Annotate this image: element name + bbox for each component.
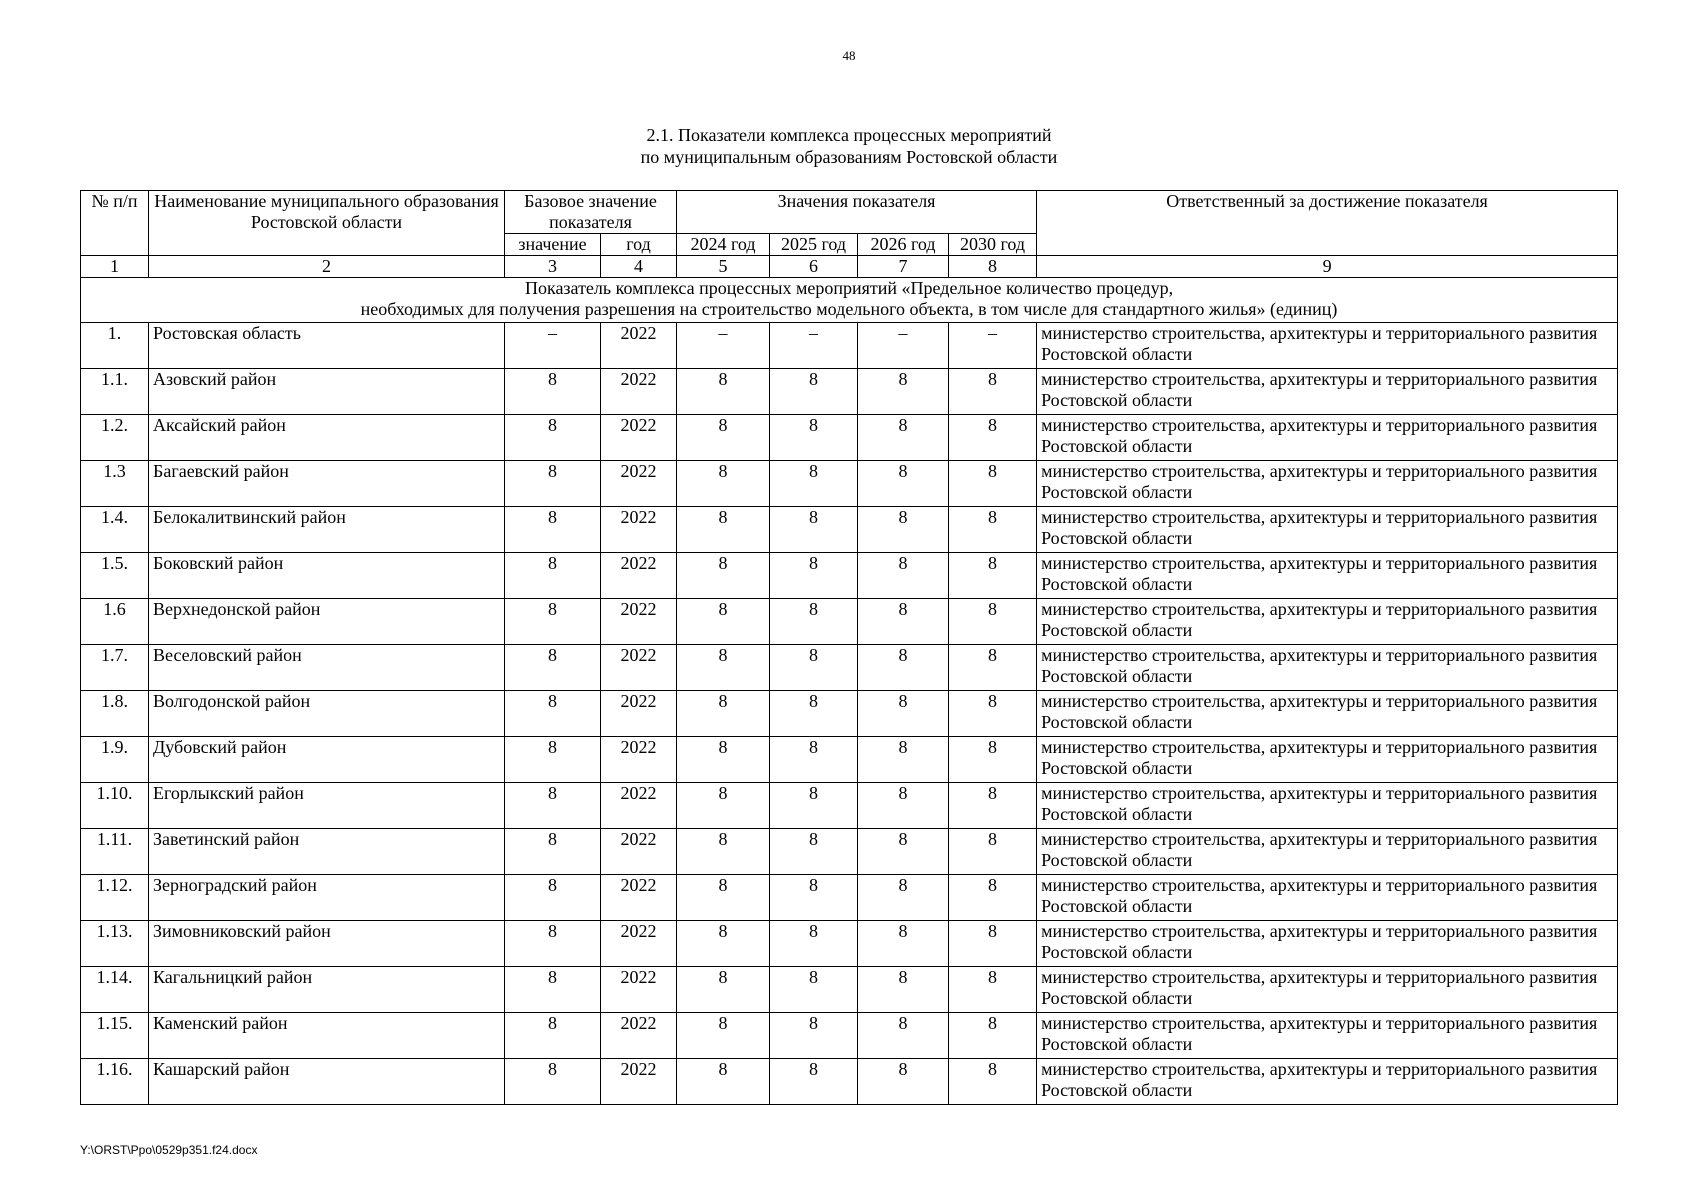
row-2026: 8	[858, 507, 949, 553]
row-num: 1.4.	[81, 507, 149, 553]
row-base-year: 2022	[601, 599, 677, 645]
row-2026: 8	[858, 645, 949, 691]
row-base-value: 8	[505, 599, 601, 645]
row-2025: 8	[770, 875, 858, 921]
col-number: 4	[601, 256, 677, 278]
row-base-year: 2022	[601, 415, 677, 461]
row-2030: 8	[949, 1059, 1037, 1105]
header-name: Наименование муниципального образования Ростовской области	[149, 191, 505, 256]
col-number: 7	[858, 256, 949, 278]
table-row	[81, 691, 1618, 737]
row-base-year: 2022	[601, 829, 677, 875]
row-2030: 8	[949, 737, 1037, 783]
row-2026: 8	[858, 829, 949, 875]
row-2026: –	[858, 323, 949, 369]
table-row	[81, 369, 1618, 415]
row-base-year: 2022	[601, 553, 677, 599]
section-row	[81, 278, 1618, 323]
table-row	[81, 1013, 1618, 1059]
row-2024: 8	[677, 829, 770, 875]
row-base-year: 2022	[601, 967, 677, 1013]
row-base-year: 2022	[601, 875, 677, 921]
table-row	[81, 967, 1618, 1013]
row-responsible: министерство строительства, архитектуры и территориального развития Ростовской области	[1037, 507, 1618, 553]
row-base-year: 2022	[601, 691, 677, 737]
row-num: 1.15.	[81, 1013, 149, 1059]
row-2024: 8	[677, 737, 770, 783]
row-base-value: 8	[505, 1059, 601, 1105]
row-2030: 8	[949, 875, 1037, 921]
row-name: Зимовниковский район	[149, 921, 505, 967]
row-2030: 8	[949, 921, 1037, 967]
row-2030: –	[949, 323, 1037, 369]
row-base-year: 2022	[601, 507, 677, 553]
row-responsible: министерство строительства, архитектуры и территориального развития Ростовской области	[1037, 829, 1618, 875]
table-row	[81, 415, 1618, 461]
header-row-1	[81, 191, 1618, 234]
row-name: Каменский район	[149, 1013, 505, 1059]
row-num: 1.10.	[81, 783, 149, 829]
row-2030: 8	[949, 783, 1037, 829]
row-name: Дубовский район	[149, 737, 505, 783]
row-2030: 8	[949, 691, 1037, 737]
row-base-year: 2022	[601, 737, 677, 783]
row-2025: 8	[770, 921, 858, 967]
row-name: Ростовская область	[149, 323, 505, 369]
row-2025: 8	[770, 829, 858, 875]
row-base-value: 8	[505, 1013, 601, 1059]
header-base-year: год	[601, 234, 677, 256]
table-row	[81, 323, 1618, 369]
row-2026: 8	[858, 1013, 949, 1059]
row-2024: 8	[677, 1013, 770, 1059]
row-2026: 8	[858, 599, 949, 645]
row-2025: 8	[770, 691, 858, 737]
row-name: Егорлыкский район	[149, 783, 505, 829]
row-2030: 8	[949, 645, 1037, 691]
header-base: Базовое значение показателя	[505, 191, 677, 234]
row-2024: 8	[677, 921, 770, 967]
row-base-year: 2022	[601, 323, 677, 369]
row-base-value: 8	[505, 461, 601, 507]
row-responsible: министерство строительства, архитектуры и территориального развития Ростовской области	[1037, 921, 1618, 967]
row-2030: 8	[949, 1013, 1037, 1059]
row-name: Зерноградский район	[149, 875, 505, 921]
section-title-line-2: необходимых для получения разрешения на строительство модельного объекта, в том числе для стандартного жилья» (единиц)	[360, 299, 1338, 319]
indicators-table	[80, 190, 1618, 1105]
row-2026: 8	[858, 691, 949, 737]
row-base-value: 8	[505, 369, 601, 415]
row-num: 1.7.	[81, 645, 149, 691]
file-path-footer: Y:\ORST\Ppo\0529p351.f24.docx	[80, 1143, 258, 1157]
row-base-value: 8	[505, 553, 601, 599]
row-base-year: 2022	[601, 369, 677, 415]
row-responsible: министерство строительства, архитектуры и территориального развития Ростовской области	[1037, 967, 1618, 1013]
row-num: 1.1.	[81, 369, 149, 415]
row-responsible: министерство строительства, архитектуры и территориального развития Ростовской области	[1037, 1059, 1618, 1105]
row-2026: 8	[858, 1059, 949, 1105]
row-num: 1.6	[81, 599, 149, 645]
row-2026: 8	[858, 875, 949, 921]
row-2024: 8	[677, 1059, 770, 1105]
row-2030: 8	[949, 967, 1037, 1013]
row-num: 1.2.	[81, 415, 149, 461]
row-name: Аксайский район	[149, 415, 505, 461]
row-2024: 8	[677, 645, 770, 691]
row-2030: 8	[949, 829, 1037, 875]
row-2025: 8	[770, 645, 858, 691]
row-num: 1.9.	[81, 737, 149, 783]
title-line-2: по муниципальным образованиям Ростовской области	[640, 147, 1058, 167]
row-2026: 8	[858, 783, 949, 829]
row-2030: 8	[949, 369, 1037, 415]
header-base-value: значение	[505, 234, 601, 256]
row-base-value: 8	[505, 645, 601, 691]
row-responsible: министерство строительства, архитектуры и территориального развития Ростовской области	[1037, 415, 1618, 461]
row-2024: 8	[677, 967, 770, 1013]
row-num: 1.11.	[81, 829, 149, 875]
header-responsible: Ответственный за достижение показателя	[1037, 191, 1618, 256]
row-responsible: министерство строительства, архитектуры и территориального развития Ростовской области	[1037, 645, 1618, 691]
col-number: 2	[149, 256, 505, 278]
row-2024: 8	[677, 461, 770, 507]
row-responsible: министерство строительства, архитектуры и территориального развития Ростовской области	[1037, 783, 1618, 829]
row-responsible: министерство строительства, архитектуры и территориального развития Ростовской области	[1037, 875, 1618, 921]
row-responsible: министерство строительства, архитектуры и территориального развития Ростовской области	[1037, 1013, 1618, 1059]
row-responsible: министерство строительства, архитектуры и территориального развития Ростовской области	[1037, 691, 1618, 737]
row-base-year: 2022	[601, 783, 677, 829]
table-row	[81, 645, 1618, 691]
row-responsible: министерство строительства, архитектуры и территориального развития Ростовской области	[1037, 553, 1618, 599]
row-name: Волгодонской район	[149, 691, 505, 737]
section-title-line-1: Показатель комплекса процессных мероприятий «Предельное количество процедур,	[524, 278, 1174, 298]
row-name: Багаевский район	[149, 461, 505, 507]
row-name: Кашарский район	[149, 1059, 505, 1105]
table-row	[81, 875, 1618, 921]
row-2026: 8	[858, 415, 949, 461]
row-responsible: министерство строительства, архитектуры и территориального развития Ростовской области	[1037, 461, 1618, 507]
row-name: Азовский район	[149, 369, 505, 415]
header-2025: 2025 год	[770, 234, 858, 256]
table-row	[81, 599, 1618, 645]
row-responsible: министерство строительства, архитектуры и территориального развития Ростовской области	[1037, 599, 1618, 645]
row-base-year: 2022	[601, 1059, 677, 1105]
row-2024: 8	[677, 415, 770, 461]
row-name: Веселовский район	[149, 645, 505, 691]
row-2025: 8	[770, 369, 858, 415]
row-num: 1.3	[81, 461, 149, 507]
header-2024: 2024 год	[677, 234, 770, 256]
row-2025: 8	[770, 783, 858, 829]
row-num: 1.8.	[81, 691, 149, 737]
row-base-value: 8	[505, 415, 601, 461]
table-row	[81, 461, 1618, 507]
row-2024: 8	[677, 783, 770, 829]
row-num: 1.12.	[81, 875, 149, 921]
table-row	[81, 737, 1618, 783]
col-number: 8	[949, 256, 1037, 278]
column-number-row	[81, 256, 1618, 278]
section-title	[81, 278, 1618, 323]
header-2030: 2030 год	[949, 234, 1037, 256]
row-responsible: министерство строительства, архитектуры и территориального развития Ростовской области	[1037, 737, 1618, 783]
row-base-year: 2022	[601, 645, 677, 691]
row-2024: –	[677, 323, 770, 369]
table-row	[81, 921, 1618, 967]
row-base-year: 2022	[601, 1013, 677, 1059]
page-number: 48	[842, 48, 856, 63]
row-num: 1.	[81, 323, 149, 369]
row-num: 1.13.	[81, 921, 149, 967]
row-2025: 8	[770, 599, 858, 645]
row-2025: 8	[770, 1013, 858, 1059]
row-2024: 8	[677, 369, 770, 415]
document-title	[0, 124, 1698, 168]
row-2030: 8	[949, 599, 1037, 645]
row-2030: 8	[949, 415, 1037, 461]
row-2024: 8	[677, 553, 770, 599]
row-2026: 8	[858, 461, 949, 507]
row-2030: 8	[949, 553, 1037, 599]
row-2025: –	[770, 323, 858, 369]
header-num: № п/п	[81, 191, 149, 256]
row-2025: 8	[770, 415, 858, 461]
table-row	[81, 553, 1618, 599]
row-base-value: –	[505, 323, 601, 369]
row-name: Заветинский район	[149, 829, 505, 875]
row-num: 1.14.	[81, 967, 149, 1013]
row-2025: 8	[770, 507, 858, 553]
col-number: 6	[770, 256, 858, 278]
row-base-value: 8	[505, 691, 601, 737]
title-line-1: 2.1. Показатели комплекса процессных мероприятий	[646, 125, 1052, 145]
row-base-value: 8	[505, 967, 601, 1013]
row-2026: 8	[858, 921, 949, 967]
row-num: 1.5.	[81, 553, 149, 599]
row-base-value: 8	[505, 783, 601, 829]
row-responsible: министерство строительства, архитектуры и территориального развития Ростовской области	[1037, 323, 1618, 369]
header-values: Значения показателя	[677, 191, 1037, 234]
table-row	[81, 829, 1618, 875]
row-name: Белокалитвинский район	[149, 507, 505, 553]
row-2025: 8	[770, 461, 858, 507]
row-name: Боковский район	[149, 553, 505, 599]
row-2030: 8	[949, 507, 1037, 553]
row-num: 1.16.	[81, 1059, 149, 1105]
row-base-value: 8	[505, 507, 601, 553]
row-2025: 8	[770, 737, 858, 783]
row-2024: 8	[677, 875, 770, 921]
col-number: 5	[677, 256, 770, 278]
header-2026: 2026 год	[858, 234, 949, 256]
row-2026: 8	[858, 967, 949, 1013]
row-2026: 8	[858, 553, 949, 599]
col-number: 3	[505, 256, 601, 278]
row-base-value: 8	[505, 875, 601, 921]
row-base-value: 8	[505, 737, 601, 783]
row-2024: 8	[677, 507, 770, 553]
row-2024: 8	[677, 599, 770, 645]
col-number: 9	[1037, 256, 1618, 278]
row-base-value: 8	[505, 921, 601, 967]
table-row	[81, 1059, 1618, 1105]
row-2030: 8	[949, 461, 1037, 507]
col-number: 1	[81, 256, 149, 278]
row-2026: 8	[858, 737, 949, 783]
row-base-year: 2022	[601, 921, 677, 967]
row-base-value: 8	[505, 829, 601, 875]
table-row	[81, 783, 1618, 829]
row-name: Кагальницкий район	[149, 967, 505, 1013]
row-name: Верхнедонской район	[149, 599, 505, 645]
row-base-year: 2022	[601, 461, 677, 507]
row-2025: 8	[770, 967, 858, 1013]
row-2025: 8	[770, 553, 858, 599]
row-2025: 8	[770, 1059, 858, 1105]
row-responsible: министерство строительства, архитектуры и территориального развития Ростовской области	[1037, 369, 1618, 415]
table-row	[81, 507, 1618, 553]
row-2026: 8	[858, 369, 949, 415]
row-2024: 8	[677, 691, 770, 737]
